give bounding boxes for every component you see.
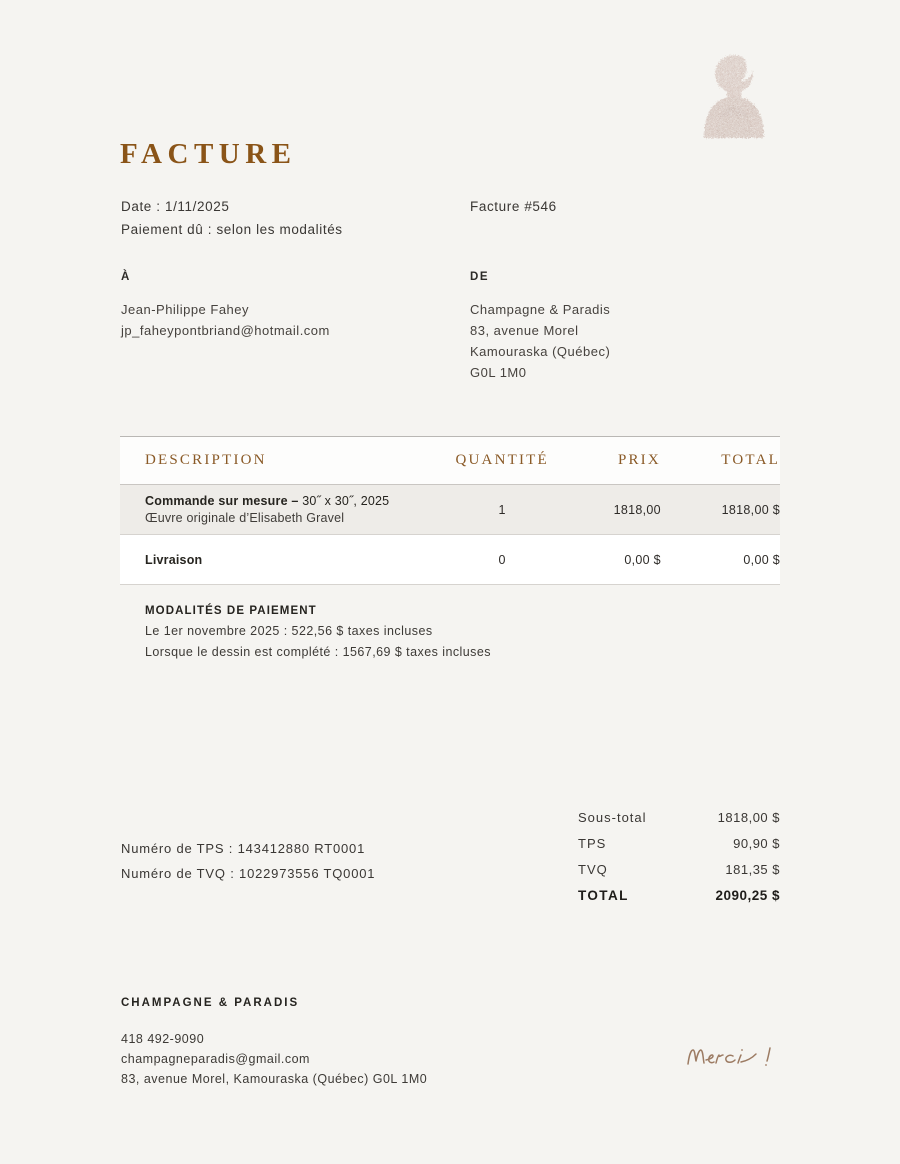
tps-label: TPS xyxy=(578,836,607,851)
footer-company-name: CHAMPAGNE & PARADIS xyxy=(121,997,300,1009)
invoice-number: Facture #546 xyxy=(470,199,557,214)
abstract-bust-figure-logo-icon xyxy=(682,42,786,146)
item-title xyxy=(145,494,448,508)
invoice-meta-right xyxy=(470,195,557,218)
brand-logo xyxy=(682,42,786,146)
item-total: 1818,00 $ xyxy=(721,502,780,517)
grand-total-row xyxy=(578,888,780,903)
bill-from-city: Kamouraska (Québec) xyxy=(470,344,611,359)
item-subtitle: Œuvre originale d’Elisabeth Gravel xyxy=(145,511,345,525)
grand-total-label: TOTAL xyxy=(578,888,629,903)
table-header-row xyxy=(120,437,780,485)
tps-value: 90,90 $ xyxy=(733,836,780,851)
item-quantity: 1 xyxy=(498,502,506,517)
bill-from-street: 83, avenue Morel xyxy=(470,323,579,338)
payment-terms-block xyxy=(145,605,491,659)
column-header-description: DESCRIPTION xyxy=(145,452,267,468)
bill-from-label: DE xyxy=(470,271,490,283)
table-row xyxy=(120,485,780,535)
tvq-row xyxy=(578,862,780,877)
page-title: FACTURE xyxy=(120,138,297,170)
bill-from-block xyxy=(470,271,610,383)
payment-term-line: Lorsque le dessin est complété : 1567,69 $ taxes incluses xyxy=(145,645,491,659)
payment-term-line: Le 1er novembre 2025 : 522,56 $ taxes incluses xyxy=(145,624,433,638)
subtotal-value: 1818,00 $ xyxy=(717,810,780,825)
column-header-price: PRIX xyxy=(617,452,661,468)
bill-to-block xyxy=(121,271,330,341)
subtotal-label: Sous-total xyxy=(578,810,647,825)
item-price: 0,00 $ xyxy=(624,552,661,567)
item-quantity: 0 xyxy=(498,552,506,567)
tvq-value: 181,35 $ xyxy=(725,862,780,877)
totals-block xyxy=(578,810,780,914)
subtotal-row xyxy=(578,810,780,825)
tvq-label: TVQ xyxy=(578,862,608,877)
invoice-due: Paiement dû : selon les modalités xyxy=(121,222,343,237)
items-table xyxy=(120,436,780,585)
column-header-total: TOTAL xyxy=(721,452,780,468)
tvq-number: Numéro de TVQ : 1022973556 TQ0001 xyxy=(121,866,376,881)
tps-row xyxy=(578,836,780,851)
item-description xyxy=(120,494,448,525)
bill-to-lines xyxy=(121,299,330,341)
bill-from-lines xyxy=(470,299,610,383)
bill-from-company: Champagne & Paradis xyxy=(470,302,611,317)
item-title-light: 30˝ x 30˝, 2025 xyxy=(298,494,390,508)
column-header-quantity: QUANTITÉ xyxy=(455,452,549,468)
bill-to-label: À xyxy=(121,271,131,283)
bill-from-postal: G0L 1M0 xyxy=(470,365,527,380)
invoice-meta-left xyxy=(121,195,343,241)
handwritten-merci-signature-icon xyxy=(678,1034,788,1076)
footer-email: champagneparadis@gmail.com xyxy=(121,1052,310,1066)
grand-total-value: 2090,25 $ xyxy=(715,888,780,903)
footer-phone: 418 492-9090 xyxy=(121,1032,205,1046)
table-row xyxy=(120,535,780,585)
item-price: 1818,00 xyxy=(613,502,661,517)
bill-to-email: jp_faheypontbriand@hotmail.com xyxy=(121,323,330,338)
footer-contact-block xyxy=(121,1029,427,1089)
bill-to-name: Jean-Philippe Fahey xyxy=(121,302,250,317)
payment-terms-title: MODALITÉS DE PAIEMENT xyxy=(145,605,317,617)
item-title-bold: Commande sur mesure – xyxy=(145,494,299,508)
item-description xyxy=(120,553,448,567)
tax-ids-block xyxy=(121,836,375,886)
item-title: Livraison xyxy=(145,552,203,567)
item-total: 0,00 $ xyxy=(743,552,780,567)
tps-number: Numéro de TPS : 143412880 RT0001 xyxy=(121,841,366,856)
invoice-date: Date : 1/11/2025 xyxy=(121,199,230,214)
footer-address: 83, avenue Morel, Kamouraska (Québec) G0L 1M0 xyxy=(121,1072,428,1086)
